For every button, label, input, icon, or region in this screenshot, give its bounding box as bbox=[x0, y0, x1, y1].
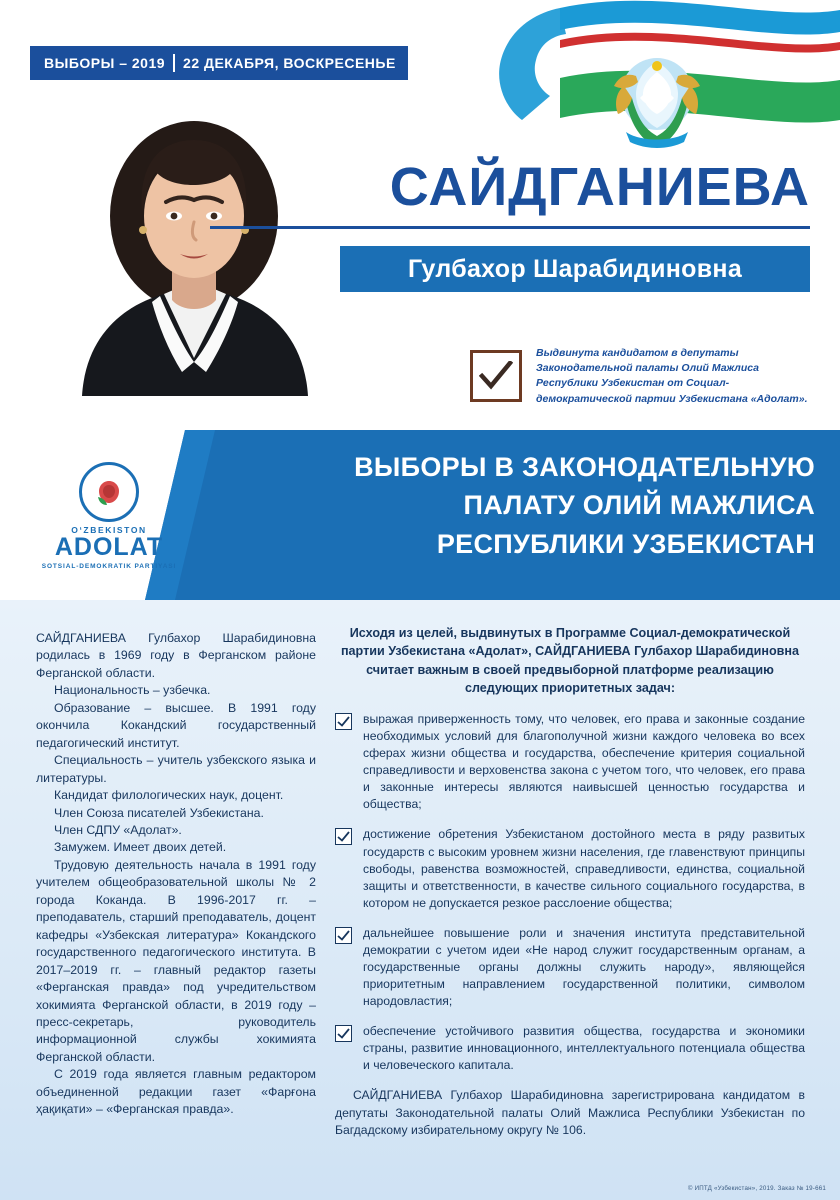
program-task-text: достижение обретения Узбекистаном достойного места в ряду развитых государств с высоким уровнем жизни населения, где главенствуют принципы свободы, равенства возможностей, справедливости, единства, социальной защиты и ответственности, в качестве сильного социального государства, в котором не допускается резкое расслоение общества; bbox=[363, 827, 805, 910]
poster-bottom-section bbox=[0, 600, 840, 1200]
registration-note: САЙДГАНИЕВА Гулбахор Шарабидиновна зарегистрирована кандидатом в депутаты Законодательной палаты Олий Мажлиса Республики Узбекистан по Багдадскому избирательному округу № 106. bbox=[335, 1088, 805, 1138]
program-task-item bbox=[335, 925, 805, 1010]
headline-line-1: ВЫБОРЫ В ЗАКОНОДАТЕЛЬНУЮ bbox=[354, 452, 815, 482]
candidate-given-name: Гулбахор Шарабидиновна bbox=[407, 254, 743, 283]
program-task-list bbox=[335, 711, 805, 1074]
candidate-given-name-bar bbox=[340, 246, 810, 292]
bio-paragraph: Образование – высшее. В 1991 году окончила Кокандский государственный педагогический институт. bbox=[36, 700, 316, 750]
bio-paragraph: САЙДГАНИЕВА Гулбахор Шарабидиновна родилась в 1969 году в Ферганском районе Ферганской области. bbox=[36, 631, 316, 680]
check-icon bbox=[335, 927, 352, 944]
bio-paragraph: Кандидат филологических наук, доцент. bbox=[54, 788, 284, 803]
checkmark-icon bbox=[470, 350, 522, 402]
bio-paragraph: Трудовую деятельность начала в 1991 году учителем общеобразовательной школы № 2 города Коканда. В 1996-2017 гг. – преподаватель, старший преподаватель, доцент кафедры «Узбекская литература» Кокандского государственного педагогического института. В 2017–2019 гг. – главный редактор газеты «Ферганская правда» под учредительством хокимията Ферганской области, в 2019 году – пресс-секретарь, руководитель информационной службы хокимията Ферганской области. bbox=[36, 857, 316, 1064]
election-label: ВЫБОРЫ – 2019 bbox=[44, 55, 166, 71]
bio-paragraph: С 2019 года является главным редактором объединенной редакции газет «Фарғона ҳақиқати» – «Ферганская правда». bbox=[36, 1067, 316, 1117]
headline-line-3: РЕСПУБЛИКИ УЗБЕКИСТАН bbox=[436, 528, 815, 559]
party-top-text: O‘ZBEKISTON bbox=[71, 525, 147, 535]
election-date: 22 ДЕКАБРЯ, ВОСКРЕСЕНЬЕ bbox=[183, 55, 396, 71]
election-bottom-rule bbox=[30, 78, 330, 80]
uzbekistan-emblem-icon bbox=[602, 36, 712, 154]
rose-icon bbox=[79, 462, 139, 522]
program-task-item bbox=[335, 826, 805, 911]
bio-paragraph: Член Союза писателей Узбекистана. bbox=[54, 805, 264, 820]
program-task-text: обеспечение устойчивого развития общества, государства и экономики страны, развитие инновационного, интеллектуального потенциала общества и человеческого капитала. bbox=[363, 1024, 805, 1073]
headline-text bbox=[200, 448, 815, 563]
check-icon bbox=[335, 713, 352, 730]
bio-paragraph: Член СДПУ «Адолат». bbox=[54, 822, 182, 837]
program-column bbox=[335, 624, 805, 1139]
copyright-text: © ИПТД «Узбекистан», 2019. Заказ № 19-661 bbox=[687, 1185, 826, 1192]
program-task-text: дальнейшее повышение роли и значения института представительной демократии с учетом идеи «Не народ служит государственным органам, а государственные органы должны служить народу», являющейся приоритетным направлением государственной политики, символом народовластия; bbox=[363, 925, 805, 1009]
bio-paragraph: Замужем. Имеет двоих детей. bbox=[54, 840, 227, 855]
nomination-text: Выдвинута кандидатом в депутаты Законодательной палаты Олий Мажлиса Республики Узбекистан от Социал-демократической партии Узбекистана «Адолат». bbox=[536, 347, 808, 405]
bio-paragraph: Национальность – узбечка. bbox=[54, 683, 211, 698]
surname-underline bbox=[210, 226, 810, 229]
check-icon bbox=[335, 1025, 352, 1042]
candidate-photo bbox=[42, 96, 347, 396]
check-icon bbox=[335, 828, 352, 845]
election-banner bbox=[30, 48, 408, 78]
program-task-item bbox=[335, 1023, 805, 1074]
headline-line-2: ПАЛАТУ ОЛИЙ МАЖЛИСА bbox=[463, 490, 815, 521]
nomination-block bbox=[470, 346, 810, 407]
party-subtitle: SOTSIAL-DEMOKRATIK PARTIYASI bbox=[41, 563, 177, 570]
program-intro: Исходя из целей, выдвинутых в Программе Социал-демократической партии Узбекистана «Адолат», САЙДГАНИЕВА Гулбахор Шарабидиновна считает важным в своей предвыборной платформе реализацию следующих приоритетных задач: bbox=[340, 626, 800, 695]
program-task-text: выражая приверженность тому, что человек, его права и законные создание необходимых условий для благополучной жизни каждого человека во всех сферах жизни общества и государства, обеспечение критерия социальной справедливости и верховенства закона с учетом того, что человек, его права и законные интересы являются наивысшей ценностью государства и общества; bbox=[363, 712, 805, 812]
bio-paragraph: Специальность – учитель узбекского языка и литературы. bbox=[36, 753, 316, 785]
party-logo bbox=[36, 462, 182, 572]
election-divider bbox=[173, 54, 175, 72]
candidate-surname: САЙДГАНИЕВА bbox=[389, 157, 810, 217]
program-task-item bbox=[335, 711, 805, 813]
party-name: ADOLAT bbox=[54, 533, 164, 561]
biography-column bbox=[36, 630, 316, 1119]
